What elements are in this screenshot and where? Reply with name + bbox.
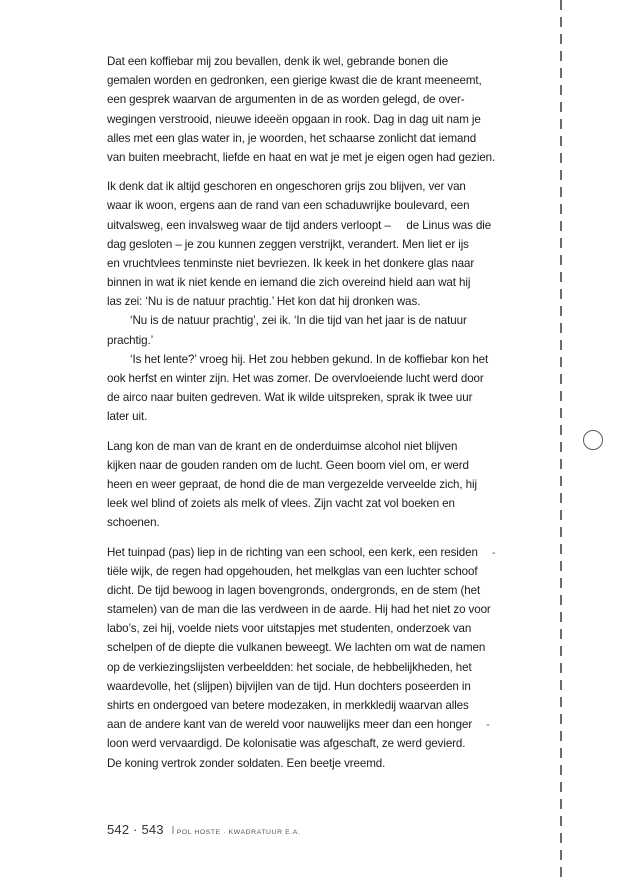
paragraph-gap bbox=[107, 427, 537, 437]
text-line: ook herfst en winter zijn. Het was zomer. De overvloeiende lucht werd door bbox=[107, 372, 484, 385]
text-line: schelpen of de diepte die vulkanen beweegt. We lachten om wat de namen bbox=[107, 641, 486, 655]
punch-hole-circle bbox=[583, 430, 603, 450]
body-text bbox=[107, 52, 537, 773]
stray-hyphen: - bbox=[491, 546, 496, 559]
text-line-with-hyphen bbox=[107, 543, 537, 562]
text-line: waardevolle, het (slijpen) bijvijlen van de tijd. Hun dochters poseerden in bbox=[107, 679, 471, 693]
text-line: tiële wijk, de regen had opgehouden, het melkglas van een luchter schoof bbox=[107, 564, 478, 578]
text-line: gemalen worden en gedronken, een gierige kwast die de krant meeneemt, bbox=[107, 74, 482, 88]
stray-hyphen: - bbox=[486, 719, 490, 732]
text-line: Dat een koffiebar mij zou bevallen, denk ik wel, gebrande bonen die bbox=[107, 55, 449, 68]
text-line: binnen in wat ik niet kende en iemand die zich overeind hield aan wat hij bbox=[107, 276, 471, 290]
text-line: uitvalsweg, een invalsweg waar de tijd anders verloopt – de Linus was die bbox=[107, 218, 492, 232]
page-footer bbox=[107, 822, 300, 837]
text-line: en vruchtvlees tenminste niet bevriezen. Ik keek in het donkere glas naar bbox=[107, 256, 475, 270]
paragraph-1 bbox=[107, 52, 537, 167]
text-line: las zei: ‘Nu is de natuur prachtig.’ Het kon dat hij dronken was. bbox=[107, 295, 421, 309]
author-credit: POL HOSTE · KWADRATUUR E.A. bbox=[176, 829, 301, 836]
text-line: shirts en ondergoed van betere modezaken, in merkkledij waarvan alles bbox=[107, 699, 469, 712]
page-numbers: 542 · 543 bbox=[107, 822, 164, 837]
text-line: dag gesloten – je zou kunnen zeggen verstrijkt, verandert. Men liet er ijs bbox=[107, 237, 469, 251]
text-line: kijken naar de gouden randen om de lucht. Geen boom viel om, er werd bbox=[107, 458, 469, 472]
paragraph-3 bbox=[107, 437, 537, 533]
paragraph-2 bbox=[107, 177, 537, 426]
footer-separator bbox=[172, 826, 174, 834]
text-line: De koning vertrok zonder soldaten. Een beetje vreemd. bbox=[107, 756, 386, 770]
text-line: dicht. De tijd bewoog in lagen bovengronds, ondergronds, en de stem (het bbox=[107, 583, 481, 597]
text-line: Het tuinpad (pas) liep in de richting van een school, een kerk, een residen bbox=[107, 545, 478, 559]
text-line: een gesprek waarvan de argumenten in de as worden gelegd, de over- bbox=[107, 93, 465, 107]
text-line: heen en weer gepraat, de hond die de man vergezelde verveelde zich, hij bbox=[107, 477, 477, 491]
text-line: van buiten meebracht, liefde en haat en wat je met je eigen ogen had gezien. bbox=[107, 150, 496, 164]
text-line: op de verkiezingslijsten verbeeldden: het sociale, de hebbelijkheden, het bbox=[107, 660, 472, 674]
text-line: ‘Is het lente?’ vroeg hij. Het zou hebben gekund. In de koffiebar kon het bbox=[130, 352, 489, 366]
text-line: de airco naar buiten gedreven. Wat ik wilde uitspreken, sprak ik twee uur bbox=[107, 391, 473, 405]
text-line: stamelen) van de man die las verdween in de aarde. Hij had het niet zo voor bbox=[107, 603, 491, 617]
text-line: Lang kon de man van de krant en de onderduimse alcohol niet blijven bbox=[107, 439, 458, 453]
paragraph-gap bbox=[107, 167, 537, 177]
dashed-cut-line bbox=[560, 0, 562, 880]
text-line: wegingen verstrooid, nieuwe ideeën opgaan in rook. Dag in dag uit nam je bbox=[107, 112, 481, 126]
text-line: labo’s, zei hij, voelde niets voor uitstapjes met studenten, onderzoek van bbox=[107, 622, 472, 636]
text-line: later uit. bbox=[107, 410, 148, 424]
text-line: loon werd vervaardigd. De kolonisatie was afgeschaft, ze werd gevierd. bbox=[107, 737, 466, 751]
text-line: prachtig.’ bbox=[107, 333, 154, 347]
text-line: waar ik woon, ergens aan de rand van een schaduwrijke boulevard, een bbox=[107, 199, 470, 213]
text-line: alles met een glas water in, je woorden, het schaarse zonlicht dat iemand bbox=[107, 131, 477, 145]
text-line: schoenen. bbox=[107, 516, 160, 530]
text-line: ‘Nu is de natuur prachtig’, zei ik. ‘In die tijd van het jaar is de natuur bbox=[130, 314, 467, 328]
text-line: aan de andere kant van de wereld voor nauwelijks meer dan een honger bbox=[107, 718, 473, 732]
paragraph-gap bbox=[107, 533, 537, 543]
text-line: leek wel blind of zoiets als melk of vlees. Zijn vacht zat vol boeken en bbox=[107, 497, 455, 511]
text-line-with-hyphen bbox=[107, 715, 537, 734]
paragraph-4 bbox=[107, 543, 537, 773]
text-line: Ik denk dat ik altijd geschoren en ongeschoren grijs zou blijven, ver van bbox=[107, 180, 466, 194]
